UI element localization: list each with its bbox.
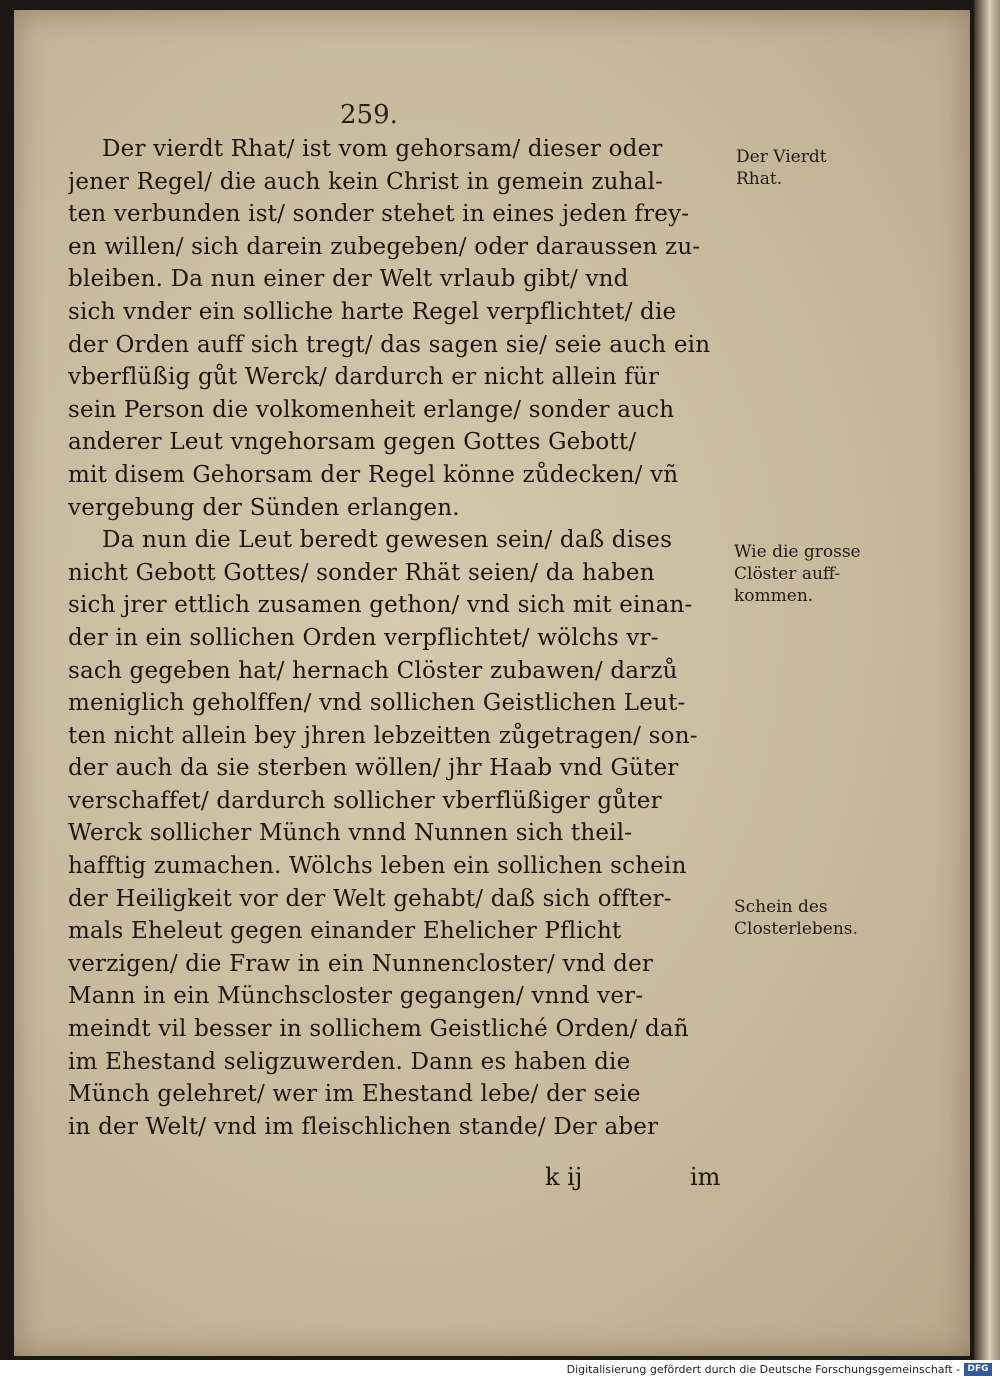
margin-note-line: Wie die grosse bbox=[734, 542, 861, 562]
text-line: Der vierdt Rhat/ ist vom gehorsam/ dieser oder bbox=[102, 136, 663, 162]
text-line: nicht Gebott Gottes/ sonder Rhät seien/ da haben bbox=[68, 559, 655, 586]
text-line: vergebung der Sünden erlangen. bbox=[68, 494, 460, 521]
text-line: meindt vil besser in sollichem Geistliché Orden/ dañ bbox=[68, 1016, 689, 1043]
text-line: verzigen/ die Fraw in ein Nunnencloster/ vnd der bbox=[68, 950, 654, 977]
margin-note-line: Schein des bbox=[734, 897, 828, 917]
page-number: 259. bbox=[340, 100, 398, 130]
text-line: sich vnder ein solliche harte Regel verpflichtet/ die bbox=[68, 298, 677, 325]
catchword: im bbox=[690, 1163, 721, 1191]
margin-note-line: Rhat. bbox=[736, 169, 783, 189]
text-line: hafftig zumachen. Wölchs leben ein sollichen schein bbox=[68, 853, 687, 880]
text-line: Münch gelehret/ wer im Ehestand lebe/ der seie bbox=[68, 1081, 641, 1108]
margin-note-schein bbox=[734, 896, 874, 940]
margin-note-line: kommen. bbox=[734, 586, 814, 606]
text-line: der Heiligkeit vor der Welt gehabt/ daß sich offter- bbox=[68, 885, 672, 912]
text-line: im Ehestand seligzuwerden. Dann es haben die bbox=[68, 1048, 631, 1075]
text-line: anderer Leut vngehorsam gegen Gottes Gebott/ bbox=[68, 429, 637, 456]
text-line: in der Welt/ vnd im fleischlichen stande/ Der aber bbox=[68, 1113, 659, 1140]
text-line: Mann in ein Münchscloster gegangen/ vnnd ver- bbox=[68, 983, 644, 1010]
text-line: sich jrer ettlich zusamen gethon/ vnd sich mit einan- bbox=[68, 592, 693, 619]
text-line: vberflüßig gůt Werck/ dardurch er nicht allein für bbox=[68, 364, 660, 391]
margin-note-line: Der Vierdt bbox=[736, 147, 827, 167]
text-line: verschaffet/ dardurch sollicher vberflüßiger gůter bbox=[68, 787, 662, 814]
text-line: en willen/ sich darein zubegeben/ oder daraussen zu- bbox=[68, 233, 701, 260]
text-line: Da nun die Leut beredt gewesen sein/ daß dises bbox=[102, 527, 673, 554]
margin-note-kloester bbox=[734, 541, 874, 607]
signature-mark: k ij bbox=[545, 1163, 583, 1191]
text-line: bleiben. Da nun einer der Welt vrlaub gibt/ vnd bbox=[68, 266, 629, 293]
funding-credit: Digitalisierung gefördert durch die Deutsche Forschungsgemeinschaft - bbox=[566, 1363, 960, 1376]
text-line: der in ein sollichen Orden verpflichtet/ wölchs vr- bbox=[68, 624, 659, 651]
text-line: mit disem Gehorsam der Regel könne zůdecken/ vñ bbox=[68, 461, 679, 488]
margin-note-line: Closterlebens. bbox=[734, 919, 858, 939]
text-line: der auch da sie sterben wöllen/ jhr Haab vnd Güter bbox=[68, 755, 679, 782]
body-text bbox=[68, 133, 734, 1143]
footer-bar bbox=[0, 1360, 1000, 1379]
text-line: ten verbunden ist/ sonder stehet in eines jeden frey- bbox=[68, 201, 690, 228]
text-line: sein Person die volkomenheit erlange/ sonder auch bbox=[68, 396, 675, 423]
margin-note-vierdt-rhat bbox=[736, 146, 876, 190]
text-line: ten nicht allein bey jhren lebzeitten zůgetragen/ son- bbox=[68, 722, 698, 749]
text-line: sach gegeben hat/ hernach Clöster zubawen/ darzů bbox=[68, 657, 678, 684]
text-line: der Orden auff sich tregt/ das sagen sie/ seie auch ein bbox=[68, 331, 711, 358]
text-line: mals Eheleut gegen einander Ehelicher Pflicht bbox=[68, 918, 622, 945]
dfg-logo-icon: DFG bbox=[964, 1363, 992, 1376]
text-line: Werck sollicher Münch vnnd Nunnen sich theil- bbox=[68, 820, 633, 847]
book-spine bbox=[974, 0, 1000, 1360]
margin-note-line: Clöster auff- bbox=[734, 564, 841, 584]
text-line: jener Regel/ die auch kein Christ in gemein zuhal- bbox=[68, 168, 664, 195]
text-line: meniglich geholffen/ vnd sollichen Geistlichen Leut- bbox=[68, 690, 686, 717]
